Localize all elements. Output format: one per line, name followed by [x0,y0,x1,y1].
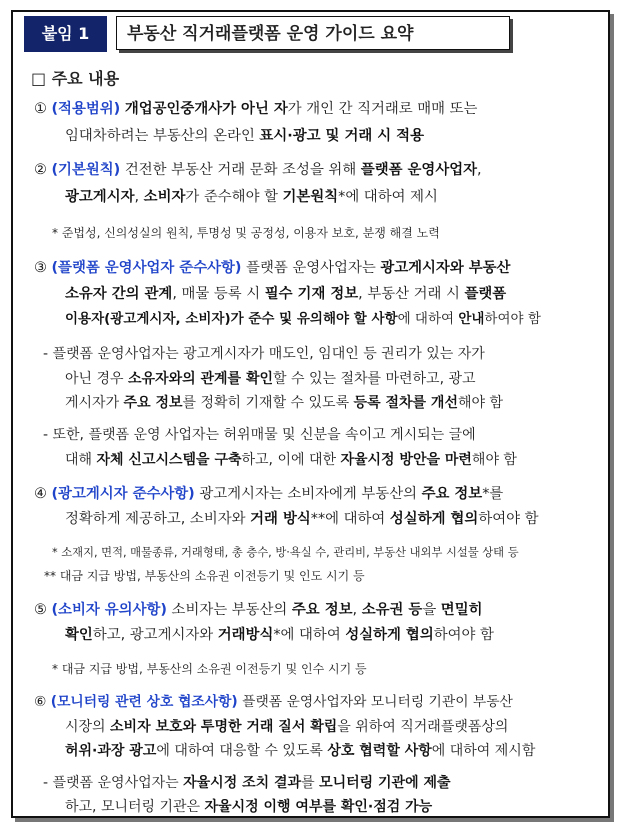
section-heading: □ 주요 내용 [31,69,120,88]
item-4-note-1: * 소재지, 면적, 매물종류, 거래형태, 총 층수, 방·욕실 수, 관리비, 부동산 내외부 시설물 상태 등 [52,546,519,559]
item-6-line-2: 시장의 소비자 보호와 투명한 거래 질서 확립을 위하여 직거래플랫폼상의 [65,719,509,735]
item-6-line-1: ⑥ (모니터링 관련 상호 협조사항) 플랫폼 운영사업자와 모니터링 기관이 부동산 [34,694,513,710]
item-3-line-3: 이용자(광고게시자, 소비자)가 준수 및 유의해야 할 사항에 대하여 안내하여야 함 [65,311,541,327]
item-5-line-1: ⑤ (소비자 유의사항) 소비자는 부동산의 주요 정보, 소유권 등을 면밀히 [34,602,483,618]
item-5-note: * 대금 지급 방법, 부동산의 소유권 이전등기 및 인수 시기 등 [52,662,367,676]
item-3-line-2: 소유자 간의 관계, 매물 등록 시 필수 기재 정보, 부동산 거래 시 플랫폼 [65,286,507,302]
item-3-sub-2-line-2: 대해 자체 신고시스템을 구축하고, 이에 대한 자율시정 방안을 마련해야 함 [65,452,517,468]
item-3-sub-1-line-1: - 플랫폼 운영사업자는 광고게시자가 매도인, 임대인 등 권리가 있는 자가 [43,346,485,362]
item-4-line-1: ④ (광고게시자 준수사항) 광고게시자는 소비자에게 부동산의 주요 정보*를 [34,486,504,502]
attachment-badge: 붙임 1 [24,16,107,52]
header [24,16,512,54]
item-1-line-2: 임대차하려는 부동산의 온라인 표시·광고 및 거래 시 적용 [65,128,424,144]
item-3-line-1: ③ (플랫폼 운영사업자 준수사항) 플랫폼 운영사업자는 광고게시자와 부동산 [34,260,511,276]
item-4-line-2: 정확하게 제공하고, 소비자와 거래 방식**에 대하여 성실하게 협의하여야 함 [65,511,539,527]
item-2-note: * 준법성, 신의성실의 원칙, 투명성 및 공정성, 이용자 보호, 분쟁 해결 노력 [52,226,440,240]
item-3-sub-1-line-3: 게시자가 주요 정보를 정확히 기재할 수 있도록 등록 절차를 개선해야 함 [65,395,503,411]
item-6-line-3: 허위·과장 광고에 대하여 대응할 수 있도록 상호 협력할 사항에 대하여 제시함 [65,743,536,759]
document-title: 부동산 직거래플랫폼 운영 가이드 요약 [116,16,510,50]
item-3-sub-1-line-2: 아닌 경우 소유자와의 관계를 확인할 수 있는 절차를 마련하고, 광고 [65,371,476,387]
item-1-line-1: ① (적용범위) 개업공인중개사가 아닌 자가 개인 간 직거래로 매매 또는 [34,101,478,117]
item-3-sub-2-line-1: - 또한, 플랫폼 운영 사업자는 허위매물 및 신분을 속이고 게시되는 글에 [43,427,476,443]
item-6-sub-line-1: - 플랫폼 운영사업자는 자율시정 조치 결과를 모니터링 기관에 제출 [43,775,451,791]
item-4-note-2: ** 대금 지급 방법, 부동산의 소유권 이전등기 및 인도 시기 등 [44,569,365,583]
item-5-line-2: 확인하고, 광고게시자와 거래방식*에 대하여 성실하게 협의하여야 함 [65,627,494,643]
item-6-sub-line-2: 하고, 모니터링 기관은 자율시정 이행 여부를 확인·점검 가능 [65,799,433,815]
item-2-line-1: ② (기본원칙) 건전한 부동산 거래 문화 조성을 위해 플랫폼 운영사업자, [34,162,482,178]
item-2-line-2: 광고게시자, 소비자가 준수해야 할 기본원칙*에 대하여 제시 [65,189,438,205]
